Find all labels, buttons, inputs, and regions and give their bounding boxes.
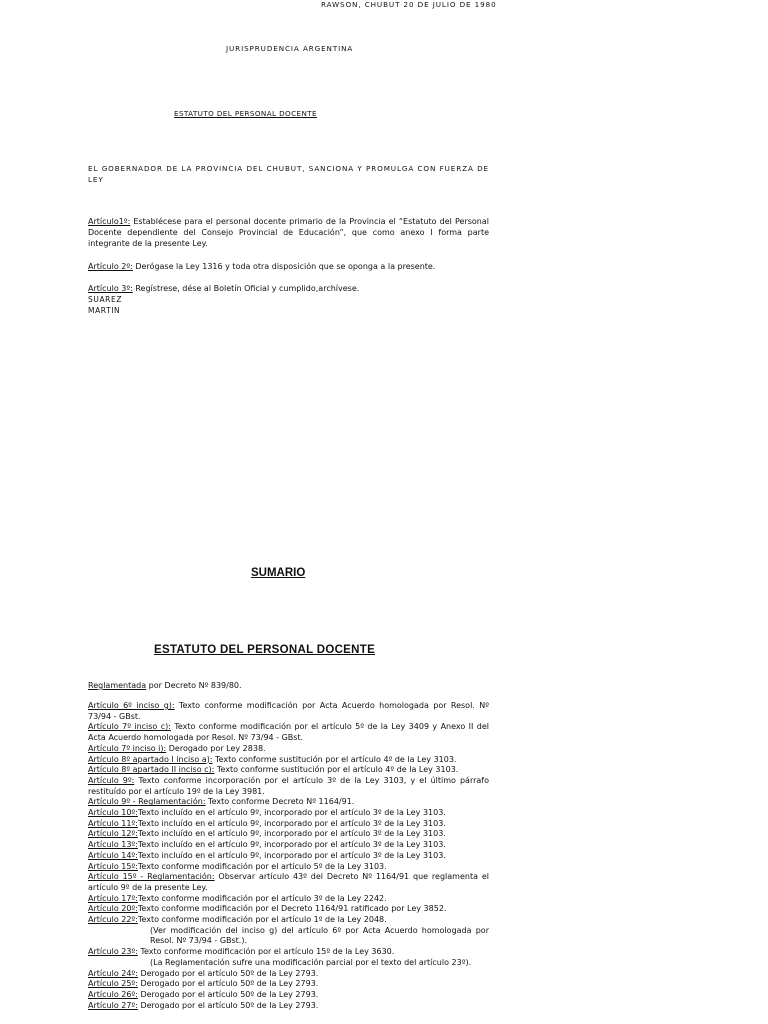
article-1	[88, 216, 489, 249]
sumario-title: ESTATUTO DEL PERSONAL DOCENTE	[154, 644, 376, 656]
article-text: Derógase la Ley 1316 y toda otra disposición que se oponga a la presente.	[132, 262, 436, 271]
sumario-entry-label: Artículo 9º - Reglamentación:	[88, 797, 206, 807]
sumario-entry-text: Texto conforme modificación por el artículo 15º de la Ley 3630.	[137, 947, 395, 957]
sumario-entry-text: Texto incluído en el artículo 9º, incorporado por el artículo 3º de la Ley 3103.	[137, 818, 446, 828]
sumario-entry-text: Derogado por el artículo 50º de la Ley 2793.	[137, 989, 319, 999]
sumario-list	[88, 701, 489, 1011]
sumario-entry-label: Artículo 7º inciso i):	[88, 743, 167, 753]
article-text: Establécese para el personal docente primario de la Provincia el “Estatuto del Personal Docente dependiente del Consejo Provincial de Educación”, que como anexo I forma parte integrante de la presente Ley.	[88, 217, 489, 248]
sumario-entry-label: Artículo 20º:	[88, 904, 138, 914]
sumario-entry	[88, 701, 489, 722]
sumario-entry	[88, 851, 489, 862]
sumario-entry-label: Artículo 15º - Reglamentación:	[88, 872, 215, 882]
sumario-entry-note: (Ver modificación del inciso g) del artículo 6º por Acta Acuerdo homologada por Resol. Nº 73/94 - GBst.).	[150, 925, 489, 946]
sumario-entry-label: Artículo 14º:	[88, 850, 138, 860]
preamble	[88, 163, 489, 185]
sumario-entry	[88, 840, 489, 851]
sumario-entry-label: Artículo 9º:	[88, 775, 135, 785]
preamble-line-1: EL GOBERNADOR DE LA PROVINCIA DEL CHUBUT, SANCIONA Y PROMULGA CON FUERZA DE	[88, 164, 489, 173]
sumario-entry-text: Texto conforme modificación por el Decreto 1164/91 ratificado por Ley 3852.	[137, 904, 447, 914]
sumario-heading: SUMARIO	[251, 567, 306, 579]
sumario-entry-label: Artículo 25º:	[88, 979, 138, 989]
sumario-entry	[88, 904, 489, 915]
sumario-entry	[88, 894, 489, 905]
sumario-entry	[88, 829, 489, 840]
sumario-entry	[88, 744, 489, 755]
sumario-entry-text: Observar artículo 43º del Decreto Nº 1164/91 que reglamenta el artículo 9º de la presente Ley.	[88, 872, 489, 892]
sumario-entry-label: Artículo 7º inciso c):	[88, 722, 171, 732]
sumario-entry-text: Derogado por el artículo 50º de la Ley 2793.	[137, 1000, 319, 1010]
reglamentada-line	[88, 680, 489, 691]
preamble-line-2: LEY	[88, 175, 104, 184]
sumario-entry-text: Texto conforme modificación por Acta Acuerdo homologada por Resol. Nº 73/94 - GBst.	[88, 701, 489, 721]
article-3	[88, 283, 489, 294]
sumario-entry-text: Texto incluído en el artículo 9º, incorporado por el artículo 3º de la Ley 3103.	[137, 850, 446, 860]
sumario-entry-label: Artículo 26º:	[88, 989, 138, 999]
sumario-entry	[88, 765, 489, 776]
sumario-entry-text: Derogado por el artículo 50º de la Ley 2793.	[137, 979, 319, 989]
sumario-entry-text: Texto conforme modificación por el artículo 1º de la Ley 2048.	[137, 915, 387, 925]
dateline: RAWSON, CHUBUT 20 DE JULIO DE 1980	[321, 0, 497, 9]
reglamentada-label: Reglamentada	[88, 681, 147, 690]
article-label: Artículo 3º:	[88, 284, 133, 293]
sumario-entry-text: Texto incluído en el artículo 9º, incorporado por el artículo 3º de la Ley 3103.	[137, 829, 446, 839]
sumario-entry	[88, 862, 489, 873]
sumario-entry	[88, 872, 489, 893]
sumario-entry-label: Artículo 24º:	[88, 968, 138, 978]
sumario-entry-label: Artículo 6º inciso g):	[88, 701, 175, 710]
sumario-entry-label: Artículo 15º:	[88, 861, 138, 871]
sumario-entry	[88, 915, 489, 926]
jurisprudencia-heading: JURISPRUDENCIA ARGENTINA	[226, 44, 354, 53]
sumario-entry-label: Artículo 10º:	[88, 808, 138, 818]
signatures	[88, 294, 489, 316]
sumario-entry-text: Texto incluído en el artículo 9º, incorporado por el artículo 3º de la Ley 3103.	[137, 808, 446, 818]
sumario-entry	[88, 819, 489, 830]
sumario-entry-text: Texto conforme Decreto Nº 1164/91.	[205, 797, 355, 807]
sumario-entry	[88, 1001, 489, 1012]
sumario-entry	[88, 808, 489, 819]
sumario-entry-label: Artículo 12º:	[88, 829, 138, 839]
sumario-entry-text: Texto conforme incorporación por el artículo 3º de la Ley 3103, y el último párrafo restituído por el artículo 19º de la Ley 3981.	[88, 775, 489, 796]
article-2	[88, 261, 489, 272]
sumario-entry	[88, 969, 489, 980]
signature-martin: MARTIN	[88, 306, 121, 315]
sumario-entry-label: Artículo 23º:	[88, 947, 138, 957]
article-text: Regístrese, dése al Boletín Oficial y cumplido,archívese.	[132, 284, 360, 293]
sumario-entry-label: Artículo 11º:	[88, 818, 138, 828]
sumario-entry-label: Artículo 8º apartado II inciso c):	[88, 765, 215, 775]
sumario-entry	[88, 776, 489, 797]
reglamentada-text: por Decreto Nº 839/80.	[146, 681, 242, 690]
sumario-entry	[88, 722, 489, 743]
document-title: ESTATUTO DEL PERSONAL DOCENTE	[174, 109, 317, 118]
sumario-entry-text: Texto conforme modificación por el artículo 3º de la Ley 2242.	[137, 893, 387, 903]
signature-suarez: SUAREZ	[88, 295, 123, 304]
sumario-entry	[88, 990, 489, 1001]
sumario-entry-text: Texto conforme sustitución por el artículo 4º de la Ley 3103.	[212, 754, 457, 764]
sumario-entry-text: Texto conforme sustitución por el artículo 4º de la Ley 3103.	[214, 765, 459, 775]
article-label: Artículo 2º:	[88, 262, 133, 271]
sumario-entry-text: Texto conforme modificación por el artículo 5º de la Ley 3409 y Anexo II del Acta Acuerdo homologada por Resol. Nº 73/94 - GBst.	[88, 722, 489, 743]
sumario-entry-text: Texto conforme modificación por el artículo 5º de la Ley 3103.	[137, 861, 387, 871]
sumario-entry	[88, 947, 489, 958]
sumario-entry-label: Artículo 22º:	[88, 915, 138, 925]
sumario-entry-note: (La Reglamentación sufre una modificación parcial por el texto del artículo 23º).	[150, 957, 472, 967]
sumario-entry	[88, 797, 489, 808]
sumario-entry-label: Artículo 13º:	[88, 840, 138, 850]
sumario-entry-label: Artículo 27º:	[88, 1000, 138, 1010]
sumario-entry-label: Artículo 8º apartado I inciso a):	[88, 754, 213, 764]
sumario-entry-text: Derogado por el artículo 50º de la Ley 2793.	[137, 968, 319, 978]
sumario-entry-label: Artículo 17º:	[88, 893, 138, 903]
sumario-entry-text: Derogado por Ley 2838.	[166, 743, 266, 753]
article-label: Artículo1º:	[88, 217, 131, 226]
sumario-entry-text: Texto incluído en el artículo 9º, incorporado por el artículo 3º de la Ley 3103.	[137, 840, 446, 850]
sumario-entry	[88, 755, 489, 766]
sumario-entry	[88, 979, 489, 990]
